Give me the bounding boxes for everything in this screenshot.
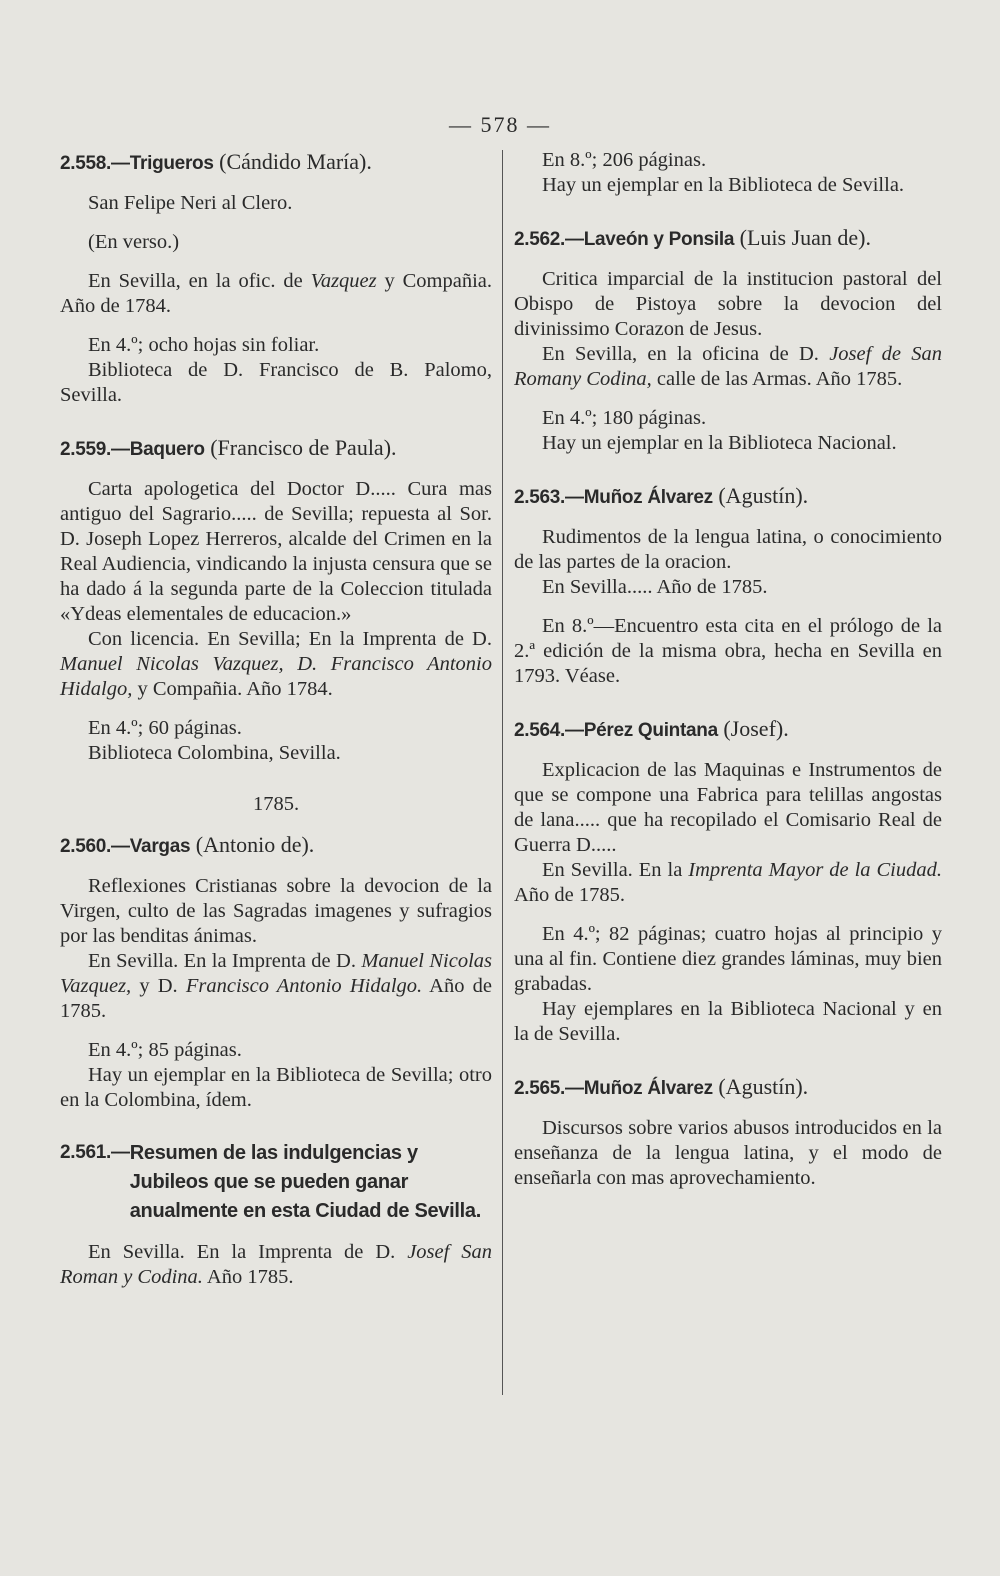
entry-title-bold: Resumen de las indulgencias y Jubileos que se pueden ganar anualmente en esta Ciudad de Sevilla.	[129, 1142, 481, 1222]
entry-format: En 4.º; ocho hojas sin foliar.	[88, 334, 320, 356]
page-number: — 578 —	[449, 112, 551, 137]
entry-note: En 8.º—Encuentro esta cita en el prólogo de la 2.ª edición de la misma obra, hecha en Sevilla en 1793. Véase.	[514, 615, 942, 687]
entry-format: En 4.º; 82 páginas; cuatro hojas al principio y una al fin. Contiene diez grandes láminas, muy bien grabadas.	[514, 923, 942, 995]
entry-location: Hay un ejemplar en la Biblioteca de Sevilla; otro en la Colombina, ídem.	[60, 1064, 492, 1111]
column-divider	[502, 150, 503, 1395]
entry-title: Carta apologetica del Doctor D..... Cura mas antiguo del Sagrario..... de Sevilla; repuesta al Sor. D. Joseph Lopez Herreros, alcalde del Crimen en la Real Audiencia, vindicando la injusta censura que se ha dado á la segunda parte de la Coleccion titulada «Ydeas elementales de educacion.»	[60, 478, 492, 625]
entry-heading: 2.562.—Laveón y Ponsila (Luis Juan de).	[514, 225, 872, 250]
entry-heading: 2.559.—Baquero (Francisco de Paula).	[60, 435, 397, 460]
entry-title: Reflexiones Cristianas sobre la devocion de la Virgen, culto de las Sagradas imagenes y sufragios por las benditas ánimas.	[60, 875, 492, 947]
entry-title: Rudimentos de la lengua latina, o conocimiento de las partes de la oracion.	[514, 526, 942, 573]
entry-heading: 2.563.—Muñoz Álvarez (Agustín).	[514, 483, 809, 508]
right-column	[514, 148, 942, 1191]
entry-note: (En verso.)	[88, 231, 180, 253]
entry-2558	[60, 148, 492, 408]
entry-heading: 2.560.—Vargas (Antonio de).	[60, 832, 315, 857]
entry-imprint: En Sevilla. En la Imprenta de D. Josef San Roman y Codina. Año 1785.	[60, 1241, 493, 1288]
entry-imprint: En Sevilla. En la Imprenta Mayor de la Ciudad. Año de 1785.	[514, 859, 942, 906]
entry-location: Hay un ejemplar en la Biblioteca Nacional.	[542, 432, 897, 454]
entry-imprint: En Sevilla, en la oficina de D. Josef de San Romany Codina, calle de las Armas. Año 1785.	[514, 343, 942, 390]
entry-2559	[60, 434, 492, 766]
entry-2565	[514, 1073, 942, 1191]
entry-location: Biblioteca Colombina, Sevilla.	[88, 742, 341, 764]
entry-imprint: En Sevilla, en la ofic. de Vazquez y Compañia. Año de 1784.	[60, 270, 493, 317]
entry-heading: 2.564.—Pérez Quintana (Josef).	[514, 716, 789, 741]
entry-2563	[514, 482, 942, 689]
entry-format: En 8.º; 206 páginas.	[542, 149, 707, 171]
entry-2561	[60, 1139, 492, 1290]
entry-imprint: Con licencia. En Sevilla; En la Imprenta de D. Manuel Nicolas Vazquez, D. Francisco Antonio Hidalgo, y Compañia. Año 1784.	[60, 628, 492, 700]
entry-heading: 2.558.—Trigueros (Cándido María).	[60, 149, 372, 174]
entry-location: Biblioteca de D. Francisco de B. Palomo, Sevilla.	[60, 359, 492, 406]
entry-title: Critica imparcial de la institucion pastoral del Obispo de Pistoya sobre la devocion del divinissimo Corazon de Jesus.	[514, 268, 942, 340]
entry-title: Explicacion de las Maquinas e Instrumentos de que se compone una Fabrica para telillas angostas de lana..... que ha recopilado el Comisario Real de Guerra D.....	[514, 759, 942, 856]
entry-2560	[60, 831, 492, 1113]
entry-format: En 4.º; 85 páginas.	[88, 1039, 242, 1061]
entry-format: En 4.º; 60 páginas.	[88, 717, 242, 739]
entry-imprint: En Sevilla..... Año de 1785.	[542, 576, 768, 598]
year-heading: 1785.	[252, 793, 300, 815]
entry-heading: 2.565.—Muñoz Álvarez (Agustín).	[514, 1074, 809, 1099]
entry-title: San Felipe Neri al Clero.	[88, 192, 293, 214]
entry-2564	[514, 715, 942, 1047]
entry-location: Hay ejemplares en la Biblioteca Nacional y en la de Sevilla.	[514, 998, 942, 1045]
entry-heading: 2.561.— Resumen de las indulgencias y Jubileos que se pueden ganar anualmente en esta Ciudad de Sevilla.	[60, 1139, 492, 1226]
entry-location: Hay un ejemplar en la Biblioteca de Sevilla.	[542, 174, 905, 196]
entry-imprint: En Sevilla. En la Imprenta de D. Manuel Nicolas Vazquez, y D. Francisco Antonio Hidalgo. Año de 1785.	[60, 950, 493, 1022]
left-column	[60, 148, 492, 1290]
entry-format: En 4.º; 180 páginas.	[542, 407, 707, 429]
entry-title: Discursos sobre varios abusos introducidos en la enseñanza de la lengua latina, y el modo de enseñarla con mas aprovechamiento.	[514, 1117, 942, 1189]
entry-2562	[514, 224, 942, 456]
